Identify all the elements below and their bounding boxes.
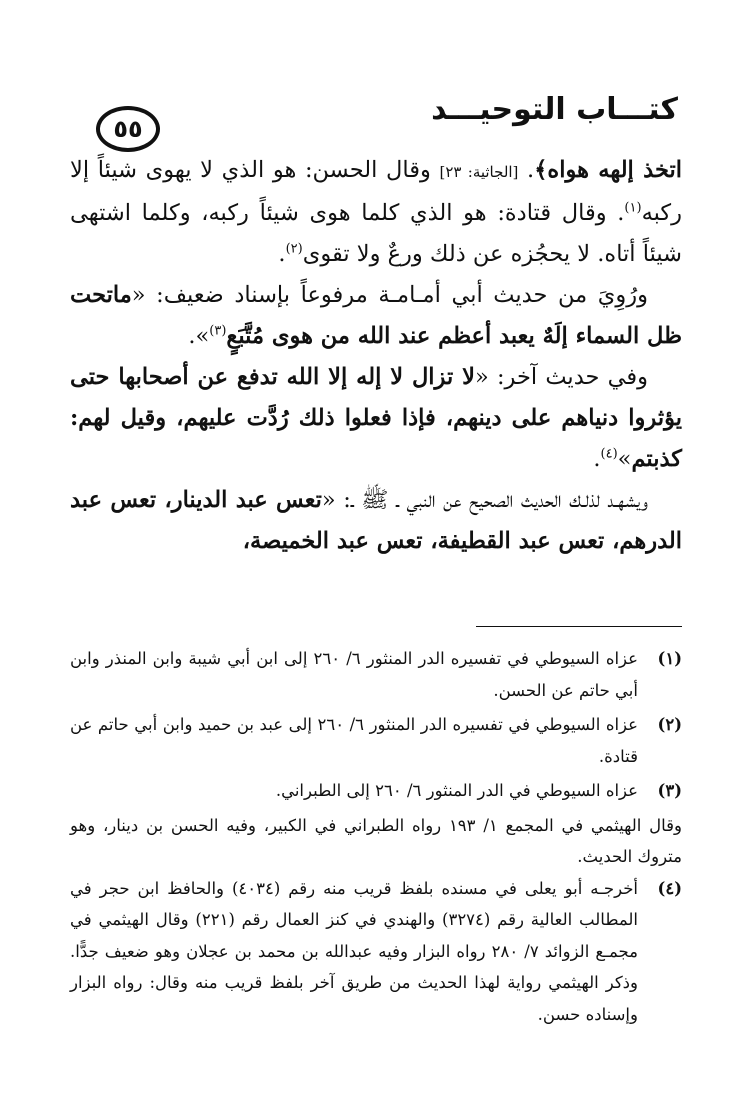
footnote-1 — [70, 643, 682, 706]
footnote-ref-4: (٤) — [600, 446, 618, 462]
footnote-ref-1: (١) — [624, 200, 642, 216]
footnote-2 — [70, 709, 682, 772]
footnote-ref-2: (٢) — [285, 241, 303, 257]
footnote-number: (٢) — [657, 715, 682, 734]
paragraph-3-period: . — [593, 446, 601, 472]
book-title: كتـــاب التوحيـــد — [423, 92, 678, 128]
paragraph-4-text: ويشهـد لذلـك الحديث الصحيح عن النبي ـ ﷺ ـ: « — [321, 487, 648, 513]
paragraph-2 — [70, 275, 682, 357]
footnote-text: عزاه السيوطي في تفسيره الدر المنثور ٦/ ٢٦٠ إلى عبد بن حميد وابن أبي حاتم عن قتادة. — [70, 715, 638, 766]
paragraph-4 — [70, 480, 682, 562]
footnote-text: عزاه السيوطي في تفسيره الدر المنثور ٦/ ٢٦٠ إلى ابن أبي شيبة وابن المنذر وابن أبي حاتم عن الحسن. — [70, 649, 639, 700]
paragraph-2-end: ». — [188, 323, 210, 349]
verse-reference: [الجاثية: ٢٣] — [439, 163, 519, 181]
footnote-number: (١) — [657, 649, 682, 668]
footnote-3-extra: وقال الهيثمي في المجمع ١/ ١٩٣ رواه الطبراني في الكبير، وفيه الحسن بن دينار، وهو متروك الحديث. — [70, 815, 682, 866]
footnote-4 — [70, 873, 682, 1031]
page-number: ٥٥ — [96, 106, 160, 152]
footnote-divider — [476, 626, 682, 627]
footnote-number: (٤) — [657, 878, 682, 898]
hadith-quote-1: ماتحت ظل السماء إلَهٌ يعبد أعظم عند الله من هوى مُتَّبَعٍ — [70, 282, 682, 349]
page-header — [70, 92, 678, 148]
footnote-text: أخرجـه أبو يعلى في مسنده بلفظ قريب منه رقم (٤٠٣٤) والحافظ ابن حجر في المطالب العالية رقم (٣٢٧٤) والهندي في كنز العمال رقم (٢٢١) وقال الهيثمي في مجمـع الزوائد ٧/ ٢٨٠ رواه البزار وفيه عبدالله بن محمد بن عجلان وهو ضعيف جدًّا. وذكر الهيثمي رواية لهذا الحديث من طريق آخر بلفظ قريب منه وقال: رواه البزار وإسناده حسن. — [70, 878, 639, 1024]
hadith-quote-3: تعس عبد الدينار، تعس عبد الدرهم، تعس عبد القطيفة، تعس عبد الخميصة، — [70, 487, 682, 554]
paragraph-3-text: وفي حديث آخر: « — [474, 364, 649, 390]
paragraph-3-close-quote: » — [617, 446, 632, 472]
footnote-3 — [70, 775, 682, 807]
footnotes — [70, 643, 682, 1033]
hadith-quote-2: لا تزال لا إله إلا الله تدفع عن أصحابها حتى يؤثروا دنياهم على دينهم، فإذا فعلوا ذلك رُدَّت عليهم، وقيل لهم: كذبتم — [70, 364, 682, 472]
paragraph-1-text: وقال الحسن: هو الذي لا يهوى شيئاً إلا ركبه — [70, 157, 682, 226]
footnote-text: عزاه السيوطي في الدر المنثور ٦/ ٢٦٠ إلى الطبراني. — [275, 781, 638, 800]
paragraph-1-text-2: . وقال قتادة: هو الذي كلما هوى شيئاً ركبه، وكلما اشتهى شيئاً أتاه. لا يحجُزه عن ذلك ورعٌ ولا تقوى — [70, 200, 682, 267]
quran-verse-end: اتخذ إلهه هواه﴾ — [534, 157, 682, 183]
footnote-ref-3: (٣) — [209, 323, 227, 339]
footnote-number: (٣) — [657, 781, 682, 800]
main-text — [70, 150, 682, 562]
paragraph-3 — [70, 357, 682, 480]
paragraph-1: اتخذ إلهه هواه﴾. [الجاثية: ٢٣] وقال الحسن: هو الذي لا يهوى شيئاً إلا ركبه$^{(١)}$. وقال قتادة: هو الذي كلما هوى شيئاً ركبه، وكلما اشتهى شيئاً أتاه. لا يحجُزه عن ذلك ورعٌ ولا تقوى$^{(٢)}$. — [70, 157, 682, 267]
paragraph-2-text: ورُوِيَ من حديث أبي أمـامـة مرفوعاً بإسناد ضعيف: « — [131, 282, 648, 308]
